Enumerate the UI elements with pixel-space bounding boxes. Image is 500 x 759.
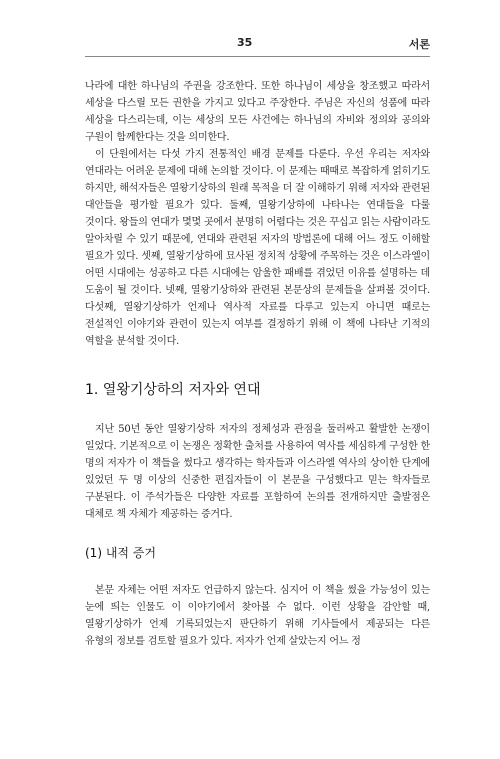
header-rule [85, 56, 430, 57]
section-heading: 1. 열왕기상하의 저자와 연대 [85, 382, 261, 398]
page-number: 35 [237, 36, 253, 49]
body-paragraph: 나라에 대한 하나님의 주권을 강조한다. 또한 하나님이 세상을 창조했고 따라서 세상을 다스릴 모든 권한을 가지고 있다고 주장한다. 주님은 자신의 성품에 따라 세상을 다스리는데, 이는 세상의 모든 사건에는 하나님의 자비와 정의와 공의와 구원이 함께한다는 것을 의미한다. [85, 81, 430, 143]
page-header [85, 36, 430, 56]
page-body [85, 78, 430, 650]
body-paragraph: 이 단원에서는 다섯 가지 전통적인 배경 문제를 다룬다. 우선 우리는 저자와 연대라는 어려운 문제에 대해 논의할 것이다. 이 문제는 때때로 복잡하게 얽히기도 하지만, 해석자들은 열왕기상하의 원래 목적을 더 잘 이해하기 위해 저자와 관련된 대안들을 평가할 필요가 있다. 둘째, 열왕기상하에 나타나는 연대들을 다룰 것이다. 왕들의 연대가 몇몇 곳에서 분명히 어렵다는 것은 꾸십고 읽는 사람이라도 알아차릴 수 있기 때문에, 연대와 관련된 저자의 방법론에 대해 어느 정도 이해할 필요가 있다. 셋째, 열왕기상하에 묘사된 정치적 상황에 주목하는 것은 이스라엘이 어떤 시대에는 성공하고 다른 시대에는 암울한 패배를 겪었던 이유를 설명하는 데 도움이 될 것이다. 넷째, 열왕기상하와 관련된 본문상의 문제들을 살펴볼 것이다. 다섯째, 열왕기상하가 언제나 역사적 자료를 다루고 있는지 아니면 때로는 전설적인 이야기와 관련이 있는지 여부를 결정하기 위해 이 책에 나타난 기적의 역할을 분석할 것이다. [85, 149, 430, 347]
body-paragraph: 지난 50년 동안 열왕기상하 저자의 정체성과 관점을 둘러싸고 활발한 논쟁이 일었다. 기본적으로 이 논쟁은 정확한 출처를 사용하여 역사를 세심하게 구성한 한 명의 저자가 이 책들을 썼다고 생각하는 학자들과 이스라엘 역사의 상이한 단계에 있었던 두 명 이상의 신중한 편집자들이 이 본문을 구성했다고 믿는 학자들로 구분된다. 이 주석가들은 다양한 자료를 포함하여 논의를 전개하지만 출발점은 대체로 책 자체가 제공하는 증거다. [85, 424, 430, 520]
body-paragraph: 본문 자체는 어떤 저자도 언급하지 않는다. 심지어 이 책을 썼을 가능성이 있는 눈에 띄는 인물도 이 이야기에서 찾아볼 수 없다. 이런 상황을 감안할 때, 열왕기상하가 언제 기록되었는지 판단하기 위해 기사들에서 제공되는 다른 유형의 정보를 검토할 필요가 있다. 저자가 언제 살았는지 어느 정 [85, 585, 430, 647]
running-head: 서론 [408, 38, 430, 51]
subsection-heading: (1) 내적 증거 [85, 546, 156, 560]
